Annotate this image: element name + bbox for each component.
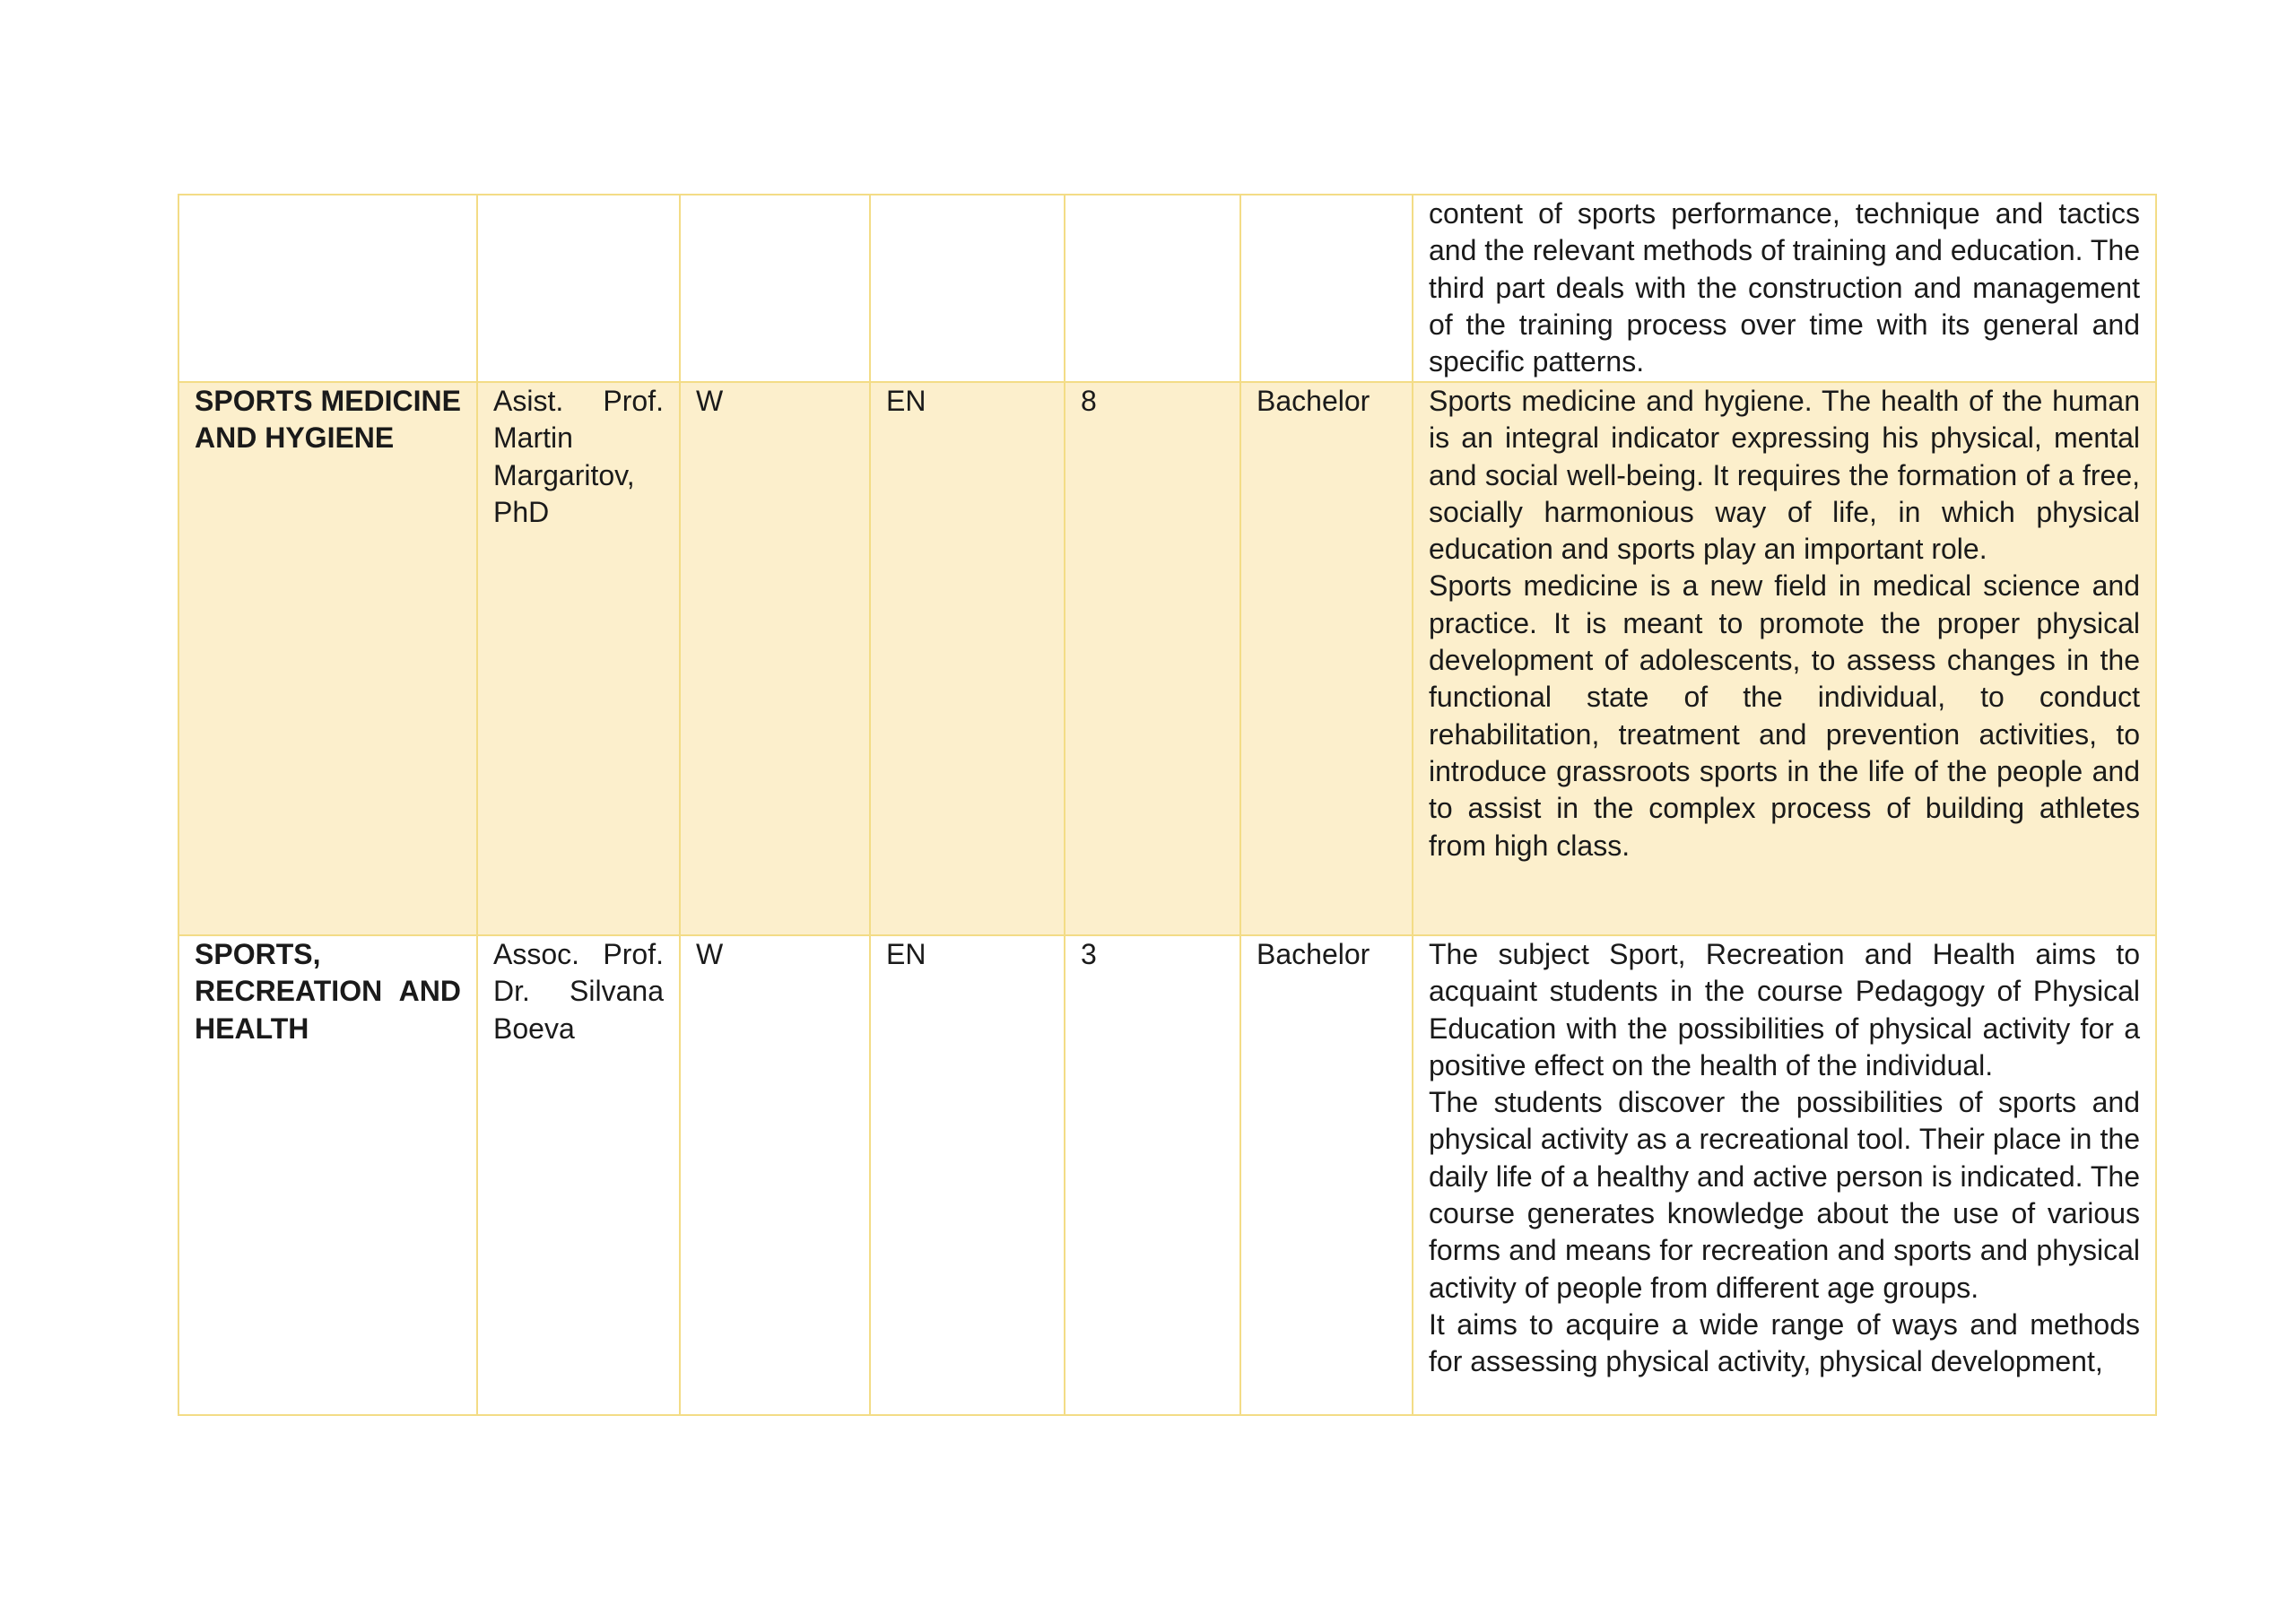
description-paragraph: The students discover the possibilities of sports and physical activity as a recreational tool. Their place in the daily life of a healthy and active person is indicated. The course generates knowledge about the use of various forms and means for recreation and sports and physical activity of people from different age groups. xyxy=(1429,1086,2140,1304)
course-name-cell: SPORTS, RECREATION AND HEALTH xyxy=(178,935,477,1415)
table-row xyxy=(178,195,2156,382)
course-table xyxy=(178,194,2157,1416)
instructor-cell xyxy=(477,195,680,382)
ects-cell: 3 xyxy=(1065,935,1240,1415)
description-cell xyxy=(1413,195,2156,382)
description-paragraph: Sports medicine and hygiene. The health of the human is an integral indicator expressing his physical, mental and social well-being. It requires the formation of a free, socially harmonious way of life, in which physical education and sports play an important role. xyxy=(1429,385,2140,566)
description-paragraph: The subject Sport, Recreation and Health aims to acquaint students in the course Pedagogy of Physical Education with the possibilities of physical activity for a positive effect on the health of the individual. xyxy=(1429,938,2140,1081)
level-cell: Bachelor xyxy=(1240,935,1413,1415)
table-row xyxy=(178,935,2156,1415)
level-cell xyxy=(1240,195,1413,382)
table-row xyxy=(178,382,2156,935)
course-name-cell xyxy=(178,195,477,382)
description-cell xyxy=(1413,382,2156,935)
instructor-cell: Assoc. Prof. Dr. Silvana Boeva xyxy=(477,935,680,1415)
language-cell: EN xyxy=(870,935,1065,1415)
level-cell: Bachelor xyxy=(1240,382,1413,935)
description-paragraph: Sports medicine is a new field in medical science and practice. It is meant to promote the proper physical development of adolescents, to assess changes in the functional state of the individual, to conduct rehabilitation, treatment and prevention activities, to introduce grassroots sports in the life of the people and to assist in the complex process of building athletes from high class. xyxy=(1429,569,2140,862)
instructor-cell: Asist. Prof. Martin Margaritov, PhD xyxy=(477,382,680,935)
ects-cell: 8 xyxy=(1065,382,1240,935)
language-cell xyxy=(870,195,1065,382)
description-cell xyxy=(1413,935,2156,1415)
description-paragraph: content of sports performance, technique and tactics and the relevant methods of training and education. The third part deals with the construction and management of the training process over time with its general and specific patterns. xyxy=(1429,197,2140,378)
language-cell: EN xyxy=(870,382,1065,935)
semester-cell: W xyxy=(680,935,870,1415)
ects-cell xyxy=(1065,195,1240,382)
course-name-cell: SPORTS MEDICINE AND HYGIENE xyxy=(178,382,477,935)
description-paragraph: It aims to acquire a wide range of ways and methods for assessing physical activity, physical development, xyxy=(1429,1307,2140,1378)
semester-cell xyxy=(680,195,870,382)
semester-cell: W xyxy=(680,382,870,935)
